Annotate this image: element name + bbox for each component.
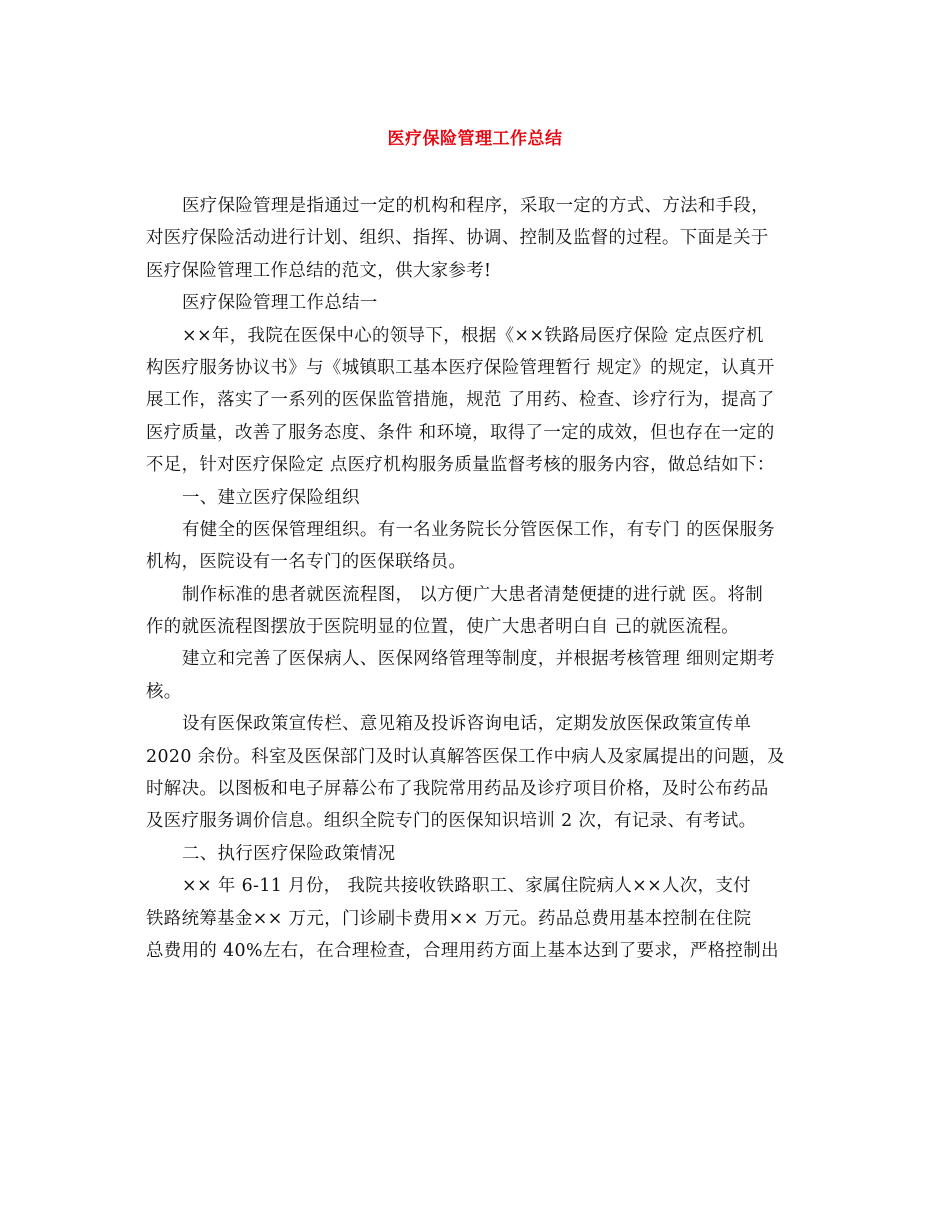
text-line: 二、执行医疗保险政策情况 xyxy=(182,843,396,864)
document-title: 医疗保险管理工作总结 xyxy=(387,129,563,149)
text-line: 医疗保险管理工作总结一 xyxy=(182,293,378,314)
text-line: 医疗保险管理工作总结的范文，供大家参考! xyxy=(146,260,492,281)
text-line: 一、建立医疗保险组织 xyxy=(182,487,360,508)
text-line: 2020 余份。科室及医保部门及时认真解答医保工作中病人及家属提出的问题，及 xyxy=(146,746,785,767)
text-line: 医疗保险管理是指通过一定的机构和程序，采取一定的方式、方法和手段， xyxy=(182,196,770,216)
text-line: 有健全的医保管理组织。有一名业务院长分管医保工作，有专门 的医保服务 xyxy=(182,519,776,540)
text-line: 作的就医流程图摆放于医院明显的位置，使广大患者明白自 己的就医流程。 xyxy=(146,617,740,638)
document-body xyxy=(146,190,814,967)
text-line: 建立和完善了医保病人、医保网络管理等制度，并根据考核管理 细则定期考 xyxy=(182,649,776,670)
text-line: 铁路统筹基金×× 万元，门诊刷卡费用×× 万元。药品总费用基本控制在住院 xyxy=(146,908,752,929)
text-line: 机构，医院设有一名专门的医保联络员。 xyxy=(146,552,467,573)
text-line: 时解决。以图板和电子屏幕公布了我院常用药品及诊疗项目价格，及时公布药品 xyxy=(146,779,769,800)
text-line: 及医疗服务调价信息。组织全院专门的医保知识培训 2 次，有记录、有考试。 xyxy=(146,811,757,832)
text-line: 总费用的 40%左右，在合理检查，合理用药方面上基本达到了要求，严格控制出 xyxy=(146,940,779,961)
text-line: 设有医保政策宣传栏、意见箱及投诉咨询电话，定期发放医保政策宣传单 xyxy=(182,714,752,735)
text-line: 医疗质量，改善了服务态度、条件 和环境，取得了一定的成效，但也存在一定的 xyxy=(146,422,775,443)
text-line: 核。 xyxy=(146,681,182,702)
text-line: 构医疗服务协议书》与《城镇职工基本医疗保险管理暂行 规定》的规定，认真开 xyxy=(146,357,775,378)
text-line: ××年，我院在医保中心的领导下，根据《××铁路局医疗保险 定点医疗机 xyxy=(182,325,764,346)
text-line: 对医疗保险活动进行计划、组织、指挥、协调、控制及监督的过程。下面是关于 xyxy=(146,228,769,249)
text-line: 不足，针对医疗保险定 点医疗机构服务质量监督考核的服务内容，做总结如下： xyxy=(146,455,775,476)
text-line: ×× 年 6-11 月份， 我院共接收铁路职工、家属住院病人××人次，支付 xyxy=(182,876,752,897)
text-line: 展工作，落实了一系列的医保监管措施，规范 了用药、检查、诊疗行为，提高了 xyxy=(146,390,775,411)
text-line: 制作标准的患者就医流程图， 以方便广大患者清楚便捷的进行就 医。将制 xyxy=(182,584,764,605)
